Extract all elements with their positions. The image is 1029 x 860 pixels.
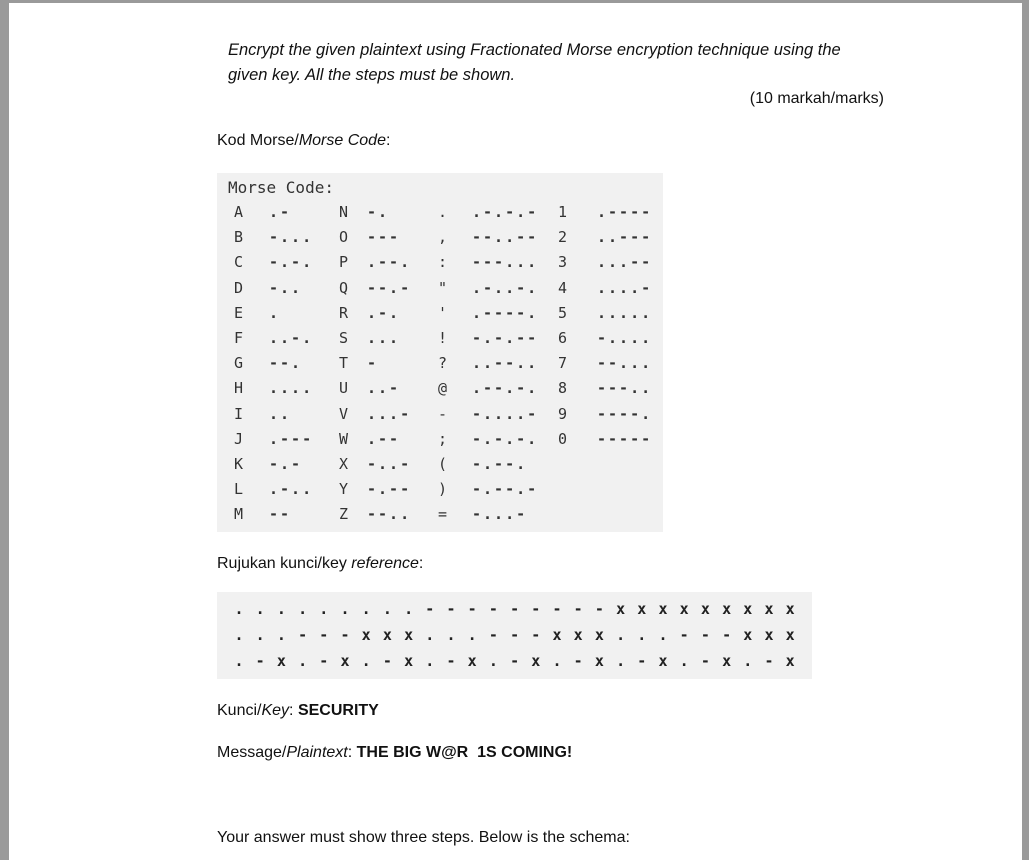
key-reference-cell: - (298, 626, 308, 644)
morse-heading-italic: Morse Code (298, 132, 386, 149)
key-reference-cell: . (679, 652, 689, 670)
key-reference-cell: . (467, 626, 477, 644)
key-reference-cell: . (255, 600, 265, 618)
key-reference-cell: . (319, 600, 329, 618)
morse-code-cell: --.- (367, 278, 412, 297)
key-reference-cell: - (488, 626, 498, 644)
key-reference-cell: x (594, 626, 604, 644)
morse-code-cell: -..- (367, 455, 412, 473)
morse-char-cell: : (438, 253, 448, 272)
morse-char-cell: 6 (558, 329, 568, 347)
key-reference-cell: . (234, 600, 244, 618)
morse-code-cell: .---- (597, 203, 653, 221)
morse-code-cell: -.-- (367, 480, 412, 499)
document-page (9, 3, 1022, 860)
message-value: THE BIG W@R 1S COMING! (356, 744, 573, 761)
key-reference-cell: . (616, 626, 626, 644)
key-reference-cell: . (616, 652, 626, 670)
morse-char-cell: = (438, 505, 448, 524)
morse-char-cell: ) (438, 480, 448, 499)
morse-char-cell: . (438, 203, 448, 221)
key-reference-cell: - (446, 600, 456, 618)
morse-code-cell: ---.. (597, 379, 653, 398)
key-reference-cell: - (340, 626, 350, 644)
question-line-2: given key. All the steps must be shown. (228, 66, 516, 84)
key-value: SECURITY (297, 702, 379, 719)
morse-code-cell: .. (269, 404, 292, 423)
morse-heading-normal: Kod Morse/ (217, 132, 299, 149)
key-reference-cell: - (573, 652, 583, 670)
key-ref-heading-italic: reference (351, 555, 419, 572)
morse-char-cell: 5 (558, 303, 568, 322)
morse-code-cell: .--. (367, 253, 412, 272)
key-reference-cell: . (234, 652, 244, 670)
morse-code-cell: ..--- (597, 228, 653, 247)
morse-code-heading (217, 132, 390, 150)
morse-code-cell: . (269, 303, 281, 322)
morse-code-cell: -.-.-- (472, 329, 539, 347)
morse-char-cell: 3 (558, 253, 568, 272)
key-reference-cell: x (573, 626, 583, 644)
morse-code-cell: -... (269, 228, 314, 247)
key-reference-cell: x (785, 600, 795, 618)
key-reference-cell: - (552, 600, 562, 618)
morse-char-cell: 0 (558, 429, 568, 448)
morse-code-cell: ..... (597, 303, 653, 322)
morse-char-cell: ? (438, 354, 448, 373)
morse-char-cell: Z (339, 505, 349, 524)
key-reference-cell: x (785, 626, 795, 644)
key-reference-cell: x (616, 600, 626, 618)
key-reference-row (217, 649, 812, 673)
morse-char-cell: , (438, 228, 448, 247)
key-reference-row (217, 623, 812, 647)
key-line (217, 702, 379, 720)
morse-code-cell: ... (367, 329, 401, 347)
key-label-colon: : (289, 702, 298, 719)
key-reference-cell: . (637, 626, 647, 644)
key-reference-cell: - (510, 600, 520, 618)
morse-code-cell: -.--. (472, 455, 528, 473)
morse-code-cell: -.. (269, 278, 303, 297)
morse-char-cell: O (339, 228, 349, 247)
key-reference-cell: x (722, 600, 732, 618)
key-reference-cell: . (743, 652, 753, 670)
morse-char-cell: H (234, 379, 244, 398)
morse-char-cell: Q (339, 278, 349, 297)
morse-code-cell: ....- (597, 278, 653, 297)
key-reference-cell: . (488, 652, 498, 670)
morse-char-cell: ; (438, 429, 448, 448)
key-reference-cell: x (785, 652, 795, 670)
question-text (228, 38, 878, 88)
morse-code-cell: .--.-. (472, 379, 539, 398)
morse-heading-colon: : (385, 132, 391, 149)
key-reference-cell: . (404, 600, 414, 618)
morse-char-cell: X (339, 455, 349, 473)
key-reference-cell: - (510, 652, 520, 670)
morse-code-cell: --..-- (472, 228, 539, 247)
key-reference-cell: x (637, 600, 647, 618)
morse-code-cell: .----. (472, 303, 539, 322)
morse-char-cell: 7 (558, 354, 568, 373)
key-reference-cell: - (573, 600, 583, 618)
morse-code-cell: .-.-.- (472, 203, 539, 221)
morse-code-cell: ..--.. (472, 354, 539, 373)
morse-char-cell: L (234, 480, 244, 499)
morse-code-cell: .- (269, 203, 292, 221)
morse-char-cell: F (234, 329, 244, 347)
key-reference-cell: . (361, 652, 371, 670)
morse-char-cell: R (339, 303, 349, 322)
morse-code-cell: ...- (367, 404, 412, 423)
morse-char-cell: T (339, 354, 349, 373)
key-reference-cell: x (467, 652, 477, 670)
key-reference-cell: x (700, 600, 710, 618)
key-reference-cell: x (404, 626, 414, 644)
key-reference-cell: - (446, 652, 456, 670)
key-ref-heading-colon: : (418, 555, 424, 572)
key-reference-cell: . (658, 626, 668, 644)
key-reference-cell: x (722, 652, 732, 670)
message-label-colon: : (347, 744, 357, 761)
morse-char-cell: ' (438, 303, 448, 322)
key-reference-cell: . (425, 652, 435, 670)
morse-char-cell: J (234, 429, 244, 448)
key-reference-cell: x (658, 600, 668, 618)
key-reference-table (217, 592, 812, 679)
morse-table-title: Morse Code: (228, 178, 334, 197)
morse-code-cell: -.-.-. (472, 429, 539, 448)
morse-char-cell: ! (438, 329, 448, 347)
morse-code-cell: ..-. (269, 329, 314, 347)
morse-char-cell: 8 (558, 379, 568, 398)
morse-char-cell: C (234, 253, 244, 272)
key-reference-cell: x (764, 626, 774, 644)
key-reference-row (217, 597, 812, 621)
key-reference-cell: x (679, 600, 689, 618)
key-reference-cell: x (531, 652, 541, 670)
key-reference-cell: x (552, 626, 562, 644)
morse-code-cell: -. (367, 203, 390, 221)
morse-char-cell: D (234, 278, 244, 297)
key-reference-cell: . (298, 652, 308, 670)
key-reference-cell: . (298, 600, 308, 618)
key-reference-cell: - (255, 652, 265, 670)
key-reference-cell: - (637, 652, 647, 670)
morse-char-cell: - (438, 404, 448, 423)
key-reference-cell: - (382, 652, 392, 670)
morse-code-cell: ...-- (597, 253, 653, 272)
key-reference-cell: . (361, 600, 371, 618)
morse-char-cell: I (234, 404, 244, 423)
key-reference-cell: x (594, 652, 604, 670)
key-reference-cell: . (425, 626, 435, 644)
morse-char-cell: V (339, 404, 349, 423)
morse-char-cell: @ (438, 379, 448, 398)
morse-code-cell: -.--.- (472, 480, 539, 499)
key-reference-cell: . (552, 652, 562, 670)
morse-char-cell: 2 (558, 228, 568, 247)
morse-code-cell: -...- (472, 505, 528, 524)
morse-char-cell: A (234, 203, 244, 221)
morse-code-cell: ..- (367, 379, 401, 398)
morse-char-cell: 1 (558, 203, 568, 221)
morse-char-cell: U (339, 379, 349, 398)
message-line (217, 744, 572, 762)
key-reference-cell: - (319, 626, 329, 644)
key-reference-cell: - (425, 600, 435, 618)
key-reference-cell: . (340, 600, 350, 618)
morse-code-cell: ----. (597, 404, 653, 423)
morse-char-cell: " (438, 278, 448, 297)
key-reference-cell: - (700, 626, 710, 644)
morse-code-cell: --. (269, 354, 303, 373)
key-ref-heading-normal: Rujukan kunci/key (217, 555, 352, 572)
question-line-1: Encrypt the given plaintext using Fractionated Morse encryption technique using the (228, 41, 841, 59)
morse-char-cell: ( (438, 455, 448, 473)
morse-char-cell: E (234, 303, 244, 322)
key-reference-cell: - (488, 600, 498, 618)
key-reference-cell: - (531, 626, 541, 644)
marks-label: (10 markah/marks) (749, 90, 884, 107)
key-reference-cell: - (764, 652, 774, 670)
morse-code-cell: --- (367, 228, 401, 247)
key-reference-cell: x (276, 652, 286, 670)
morse-code-cell: ----- (597, 429, 653, 448)
key-reference-cell: . (446, 626, 456, 644)
morse-code-cell: --... (597, 354, 653, 373)
key-label-italic: Key (261, 702, 290, 719)
morse-code-cell: --.. (367, 505, 412, 524)
key-reference-cell: x (361, 626, 371, 644)
key-reference-cell: . (276, 626, 286, 644)
morse-code-table (217, 173, 663, 532)
key-reference-cell: x (340, 652, 350, 670)
morse-char-cell: Y (339, 480, 349, 499)
key-reference-cell: . (276, 600, 286, 618)
key-reference-cell: - (722, 626, 732, 644)
footer-instruction: Your answer must show three steps. Below is the schema: (217, 829, 630, 846)
morse-char-cell: N (339, 203, 349, 221)
key-reference-cell: x (743, 626, 753, 644)
key-reference-cell: . (255, 626, 265, 644)
key-reference-cell: x (764, 600, 774, 618)
morse-char-cell: M (234, 505, 244, 524)
morse-code-cell: - (367, 354, 379, 373)
morse-char-cell: W (339, 429, 349, 448)
morse-code-cell: .--- (269, 429, 314, 448)
key-reference-cell: - (679, 626, 689, 644)
key-reference-cell: x (743, 600, 753, 618)
morse-char-cell: 9 (558, 404, 568, 423)
key-reference-cell: . (234, 626, 244, 644)
key-reference-cell: - (467, 600, 477, 618)
morse-code-cell: .-.. (269, 480, 314, 499)
key-reference-cell: - (319, 652, 329, 670)
key-reference-cell: x (658, 652, 668, 670)
morse-char-cell: G (234, 354, 244, 373)
morse-char-cell: P (339, 253, 349, 272)
morse-code-cell: .-..-. (472, 278, 539, 297)
key-reference-cell: x (382, 626, 392, 644)
morse-char-cell: B (234, 228, 244, 247)
key-reference-cell: - (700, 652, 710, 670)
key-reference-cell: . (382, 600, 392, 618)
key-reference-cell: - (531, 600, 541, 618)
key-reference-cell: - (594, 600, 604, 618)
morse-code-cell: .-- (367, 429, 401, 448)
morse-char-cell: S (339, 329, 349, 347)
morse-char-cell: K (234, 455, 244, 473)
message-label-italic: Plaintext (286, 744, 348, 761)
morse-code-cell: -.... (597, 329, 653, 347)
message-label-normal: Message/ (217, 744, 287, 761)
key-reference-cell: - (510, 626, 520, 644)
key-reference-heading (217, 555, 423, 573)
morse-code-cell: -- (269, 505, 292, 524)
morse-code-cell: -.- (269, 455, 303, 473)
morse-code-cell: .-. (367, 303, 401, 322)
morse-code-cell: ---... (472, 253, 539, 272)
key-reference-cell: x (404, 652, 414, 670)
morse-code-cell: .... (269, 379, 314, 398)
morse-code-cell: -.-. (269, 253, 314, 272)
key-label-normal: Kunci/ (217, 702, 262, 719)
morse-code-cell: -....- (472, 404, 539, 423)
morse-char-cell: 4 (558, 278, 568, 297)
